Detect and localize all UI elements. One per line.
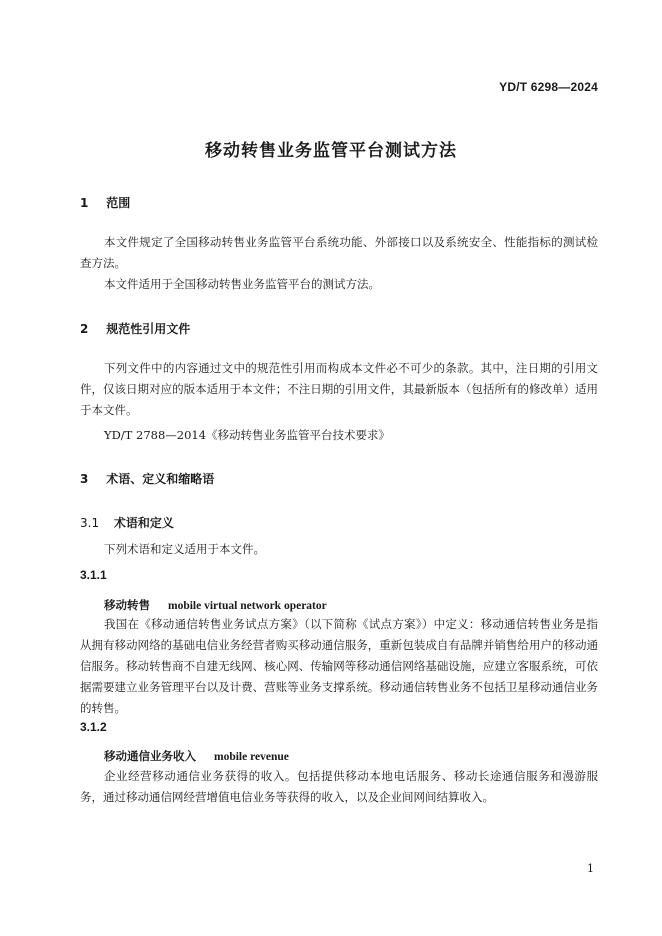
reference-item: YD/T 2788—2014《移动转售业务监管平台技术要求》 (104, 428, 391, 442)
term-3-1-1-number: 3.1.1 (80, 568, 107, 582)
term-3-1-2 (104, 748, 289, 764)
terms-intro: 下列术语和定义适用于本文件。 (104, 542, 265, 556)
references-paragraph: 下列文件中的内容通过文中的规范性引用而构成本文件必不可少的条款。其中，注日期的引用文件，仅该日期对应的版本适用于本文件；不注日期的引用文件，其最新版本（包括所有的修改单）适用于本文件。 (80, 361, 598, 417)
section-1-heading (80, 194, 130, 211)
term-english: mobile virtual network operator (168, 600, 327, 612)
term-3-1-1 (104, 597, 327, 613)
page-number: 1 (587, 862, 594, 875)
definition-3-1-2: 企业经营移动通信业务获得的收入。包括提供移动本地电话服务、移动长途通信服务和漫游服务，通过移动通信网经营增值电信业务等获得的收入，以及企业间网间结算收入。 (80, 769, 598, 804)
term-3-1-2-number: 3.1.2 (80, 720, 107, 734)
section-title: 规范性引用文件 (106, 322, 191, 336)
section-2-heading (80, 320, 190, 337)
definition-3-1-1: 我国在《移动通信转售业务试点方案》（以下简称《试点方案》）中定义：移动通信转售业务是指从拥有移动网络的基础电信业务经营者购买移动通信服务，重新包装成自有品牌并销售给用户的移动通信服务。移动转售商不自建无线网、核心网、传输网等移动通信网络基础设施，应建立客服系统，可依据需要建立业务管理平台以及计费、营账等业务支撑系统。移动通信转售业务不包括卫星移动通信业务的转售。 (80, 617, 598, 715)
section-3-1-heading (80, 514, 174, 531)
scope-paragraph-1: 本文件规定了全国移动转售业务监管平台系统功能、外部接口以及系统安全、性能指标的测试检查方法。 (80, 235, 598, 270)
section-number: 3 (80, 472, 89, 486)
section-number: 2 (80, 322, 89, 336)
section-3-heading (80, 470, 214, 487)
section-title: 术语、定义和缩略语 (106, 472, 215, 486)
scope-paragraph-2: 本文件适用于全国移动转售业务监管平台的测试方法。 (104, 277, 380, 291)
section-number: 3.1 (80, 516, 100, 530)
term-chinese: 移动转售 (104, 598, 150, 612)
section-number: 1 (80, 196, 89, 210)
standard-number: YD/T 6298—2024 (499, 80, 598, 94)
term-chinese: 移动通信业务收入 (104, 749, 196, 763)
section-title: 范围 (106, 196, 131, 210)
section-title: 术语和定义 (113, 516, 174, 530)
term-english: mobile revenue (214, 751, 289, 763)
document-title: 移动转售业务监管平台测试方法 (205, 141, 457, 161)
